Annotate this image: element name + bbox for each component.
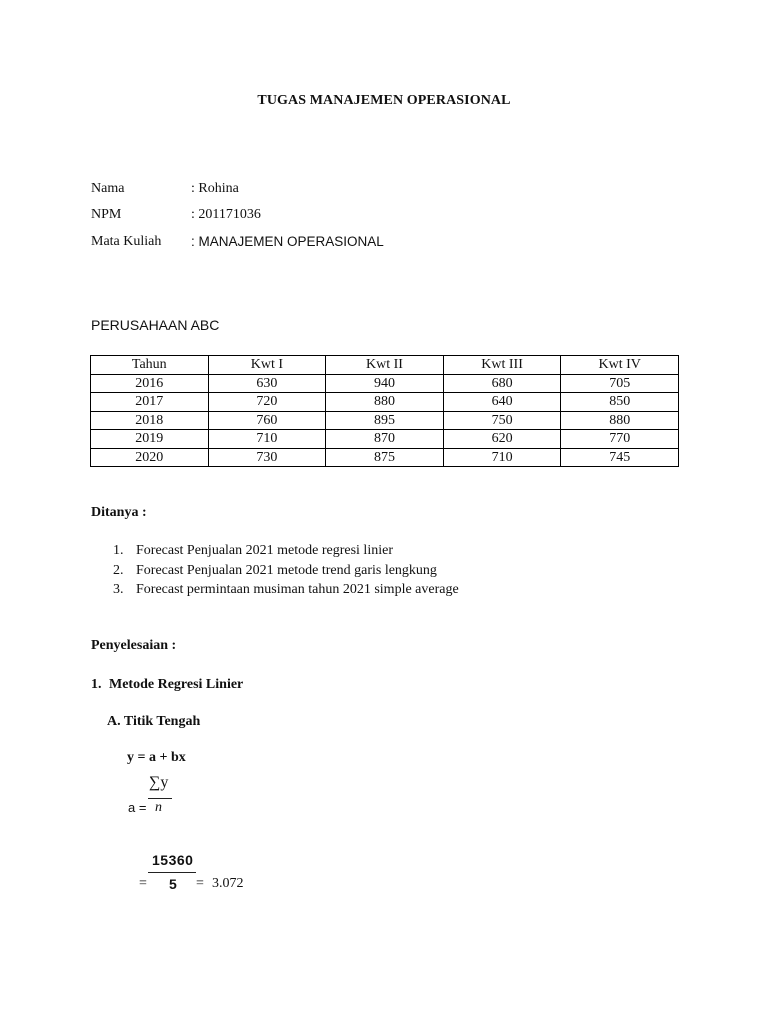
company-name: PERUSAHAAN ABC [91, 317, 220, 333]
info-value-mata-kuliah: : MANAJEMEN OPERASIONAL [191, 234, 384, 249]
a-equals-label: a = [128, 800, 147, 815]
method-number: 1. [91, 677, 102, 692]
table-cell: 880 [561, 411, 679, 430]
n-denominator: n [155, 800, 162, 815]
regression-equation: y = a + bx [127, 750, 186, 765]
table-cell: 850 [561, 393, 679, 412]
table-cell: 2019 [91, 430, 209, 449]
table-row [91, 411, 679, 430]
info-label-npm: NPM [91, 207, 122, 222]
table-cell: 895 [326, 411, 444, 430]
table-cell: 705 [561, 374, 679, 393]
table-cell: 620 [443, 430, 561, 449]
equals-sign: = [139, 876, 147, 891]
header-kwt-1: Kwt I [208, 356, 326, 375]
header-kwt-2: Kwt II [326, 356, 444, 375]
table-cell: 2018 [91, 411, 209, 430]
sigma-y-numerator: ∑y [149, 774, 169, 791]
table-row [91, 448, 679, 467]
table-cell: 2017 [91, 393, 209, 412]
sum-numerator: 15360 [152, 852, 194, 868]
table-cell: 710 [443, 448, 561, 467]
table-cell: 745 [561, 448, 679, 467]
equals-sign: = [196, 876, 204, 891]
n-value-denominator: 5 [169, 876, 177, 892]
question-item-text: Forecast permintaan musiman tahun 2021 simple average [136, 582, 459, 597]
question-item-text: Forecast Penjualan 2021 metode regresi linier [136, 543, 393, 558]
question-item-text: Forecast Penjualan 2021 metode trend garis lengkung [136, 563, 437, 578]
info-value-npm: : 201171036 [191, 207, 261, 222]
table-cell: 720 [208, 393, 326, 412]
table-row [91, 430, 679, 449]
table-cell: 680 [443, 374, 561, 393]
table-cell: 730 [208, 448, 326, 467]
table-cell: 630 [208, 374, 326, 393]
subsection-title: A. Titik Tengah [107, 714, 201, 729]
table-cell: 750 [443, 411, 561, 430]
a-result: 3.072 [212, 876, 244, 891]
table-header-row [91, 356, 679, 375]
table-cell: 875 [326, 448, 444, 467]
document-title: TUGAS MANAJEMEN OPERASIONAL [257, 93, 511, 108]
table-row [91, 374, 679, 393]
info-label-nama: Nama [91, 181, 125, 196]
fraction-line [148, 872, 196, 873]
question-item-number: 1. [113, 543, 124, 558]
table-row [91, 393, 679, 412]
info-label-mata-kuliah: Mata Kuliah [91, 234, 162, 249]
table-cell: 2016 [91, 374, 209, 393]
sales-table [90, 355, 679, 467]
solution-title: Penyelesaian : [91, 638, 177, 653]
header-tahun: Tahun [91, 356, 209, 375]
table-cell: 870 [326, 430, 444, 449]
table-cell: 760 [208, 411, 326, 430]
question-title: Ditanya : [91, 505, 147, 520]
question-item-number: 2. [113, 563, 124, 578]
table-cell: 770 [561, 430, 679, 449]
header-kwt-3: Kwt III [443, 356, 561, 375]
table-cell: 2020 [91, 448, 209, 467]
question-item-number: 3. [113, 582, 124, 597]
table-cell: 940 [326, 374, 444, 393]
fraction-line [148, 798, 172, 799]
header-kwt-4: Kwt IV [561, 356, 679, 375]
table-cell: 710 [208, 430, 326, 449]
method-title: Metode Regresi Linier [109, 677, 244, 692]
table-cell: 880 [326, 393, 444, 412]
info-value-nama: : Rohina [191, 181, 239, 196]
table-cell: 640 [443, 393, 561, 412]
